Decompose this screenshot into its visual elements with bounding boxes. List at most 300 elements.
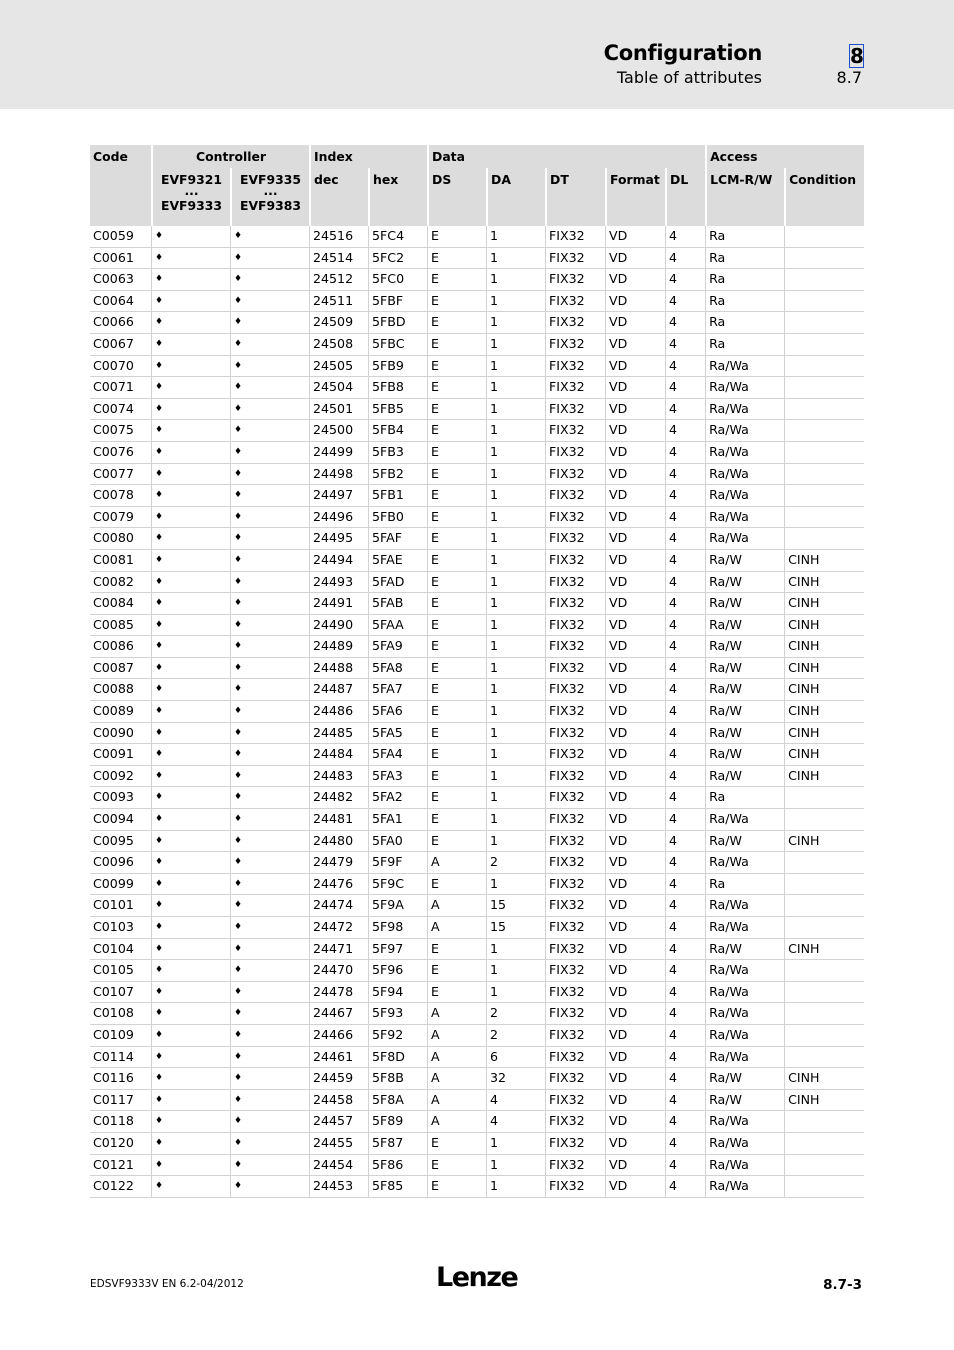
cell-condition: CINH [784, 572, 864, 594]
cell-controller-a: ♦ [151, 852, 230, 874]
cell-ds: A [427, 1003, 486, 1025]
cell-dl: 4 [665, 377, 705, 399]
cell-dt: FIX32 [545, 291, 605, 313]
cell-dl: 4 [665, 1111, 705, 1133]
cell-ds: E [427, 572, 486, 594]
cell-code: C0085 [90, 615, 151, 637]
cell-access: Ra/Wa [705, 809, 784, 831]
cell-code: C0070 [90, 356, 151, 378]
cell-hex: 5F9C [368, 874, 427, 896]
cell-dec: 24498 [309, 464, 368, 486]
cell-access: Ra/Wa [705, 464, 784, 486]
cell-da: 1 [486, 312, 545, 334]
cell-hex: 5FBD [368, 312, 427, 334]
table-sub-header-row [90, 168, 864, 226]
cell-format: VD [605, 550, 665, 572]
cell-dec: 24470 [309, 960, 368, 982]
cell-controller-b: ♦ [230, 895, 309, 917]
cell-da: 1 [486, 248, 545, 270]
cell-dt: FIX32 [545, 377, 605, 399]
cell-ds: E [427, 420, 486, 442]
table-row [90, 744, 864, 766]
cell-dl: 4 [665, 1133, 705, 1155]
cell-code: C0107 [90, 982, 151, 1004]
cell-dl: 4 [665, 658, 705, 680]
cell-dl: 4 [665, 1047, 705, 1069]
cell-controller-a: ♦ [151, 1068, 230, 1090]
cell-dl: 4 [665, 399, 705, 421]
cell-controller-b: ♦ [230, 658, 309, 680]
cell-ds: E [427, 787, 486, 809]
cell-controller-b: ♦ [230, 744, 309, 766]
cell-condition [784, 809, 864, 831]
cell-hex: 5FC2 [368, 248, 427, 270]
cell-controller-a: ♦ [151, 377, 230, 399]
cell-ds: E [427, 550, 486, 572]
cell-controller-b: ♦ [230, 809, 309, 831]
cell-access: Ra/W [705, 701, 784, 723]
cell-dt: FIX32 [545, 1133, 605, 1155]
cell-condition: CINH [784, 593, 864, 615]
cell-controller-b: ♦ [230, 1090, 309, 1112]
cell-dec: 24516 [309, 226, 368, 248]
cell-condition [784, 1133, 864, 1155]
cell-dt: FIX32 [545, 1047, 605, 1069]
cell-hex: 5FA7 [368, 679, 427, 701]
cell-condition: CINH [784, 615, 864, 637]
cell-hex: 5FA6 [368, 701, 427, 723]
cell-dt: FIX32 [545, 895, 605, 917]
cell-da: 1 [486, 679, 545, 701]
cell-dl: 4 [665, 507, 705, 529]
cell-dt: FIX32 [545, 1068, 605, 1090]
col-format-header: Format [605, 168, 665, 226]
cell-dl: 4 [665, 960, 705, 982]
cell-dt: FIX32 [545, 226, 605, 248]
cell-format: VD [605, 852, 665, 874]
cell-dl: 4 [665, 679, 705, 701]
cell-access: Ra/Wa [705, 1155, 784, 1177]
cell-hex: 5F9A [368, 895, 427, 917]
cell-access: Ra/W [705, 615, 784, 637]
cell-controller-a: ♦ [151, 1003, 230, 1025]
cell-condition: CINH [784, 701, 864, 723]
cell-controller-a: ♦ [151, 291, 230, 313]
cell-hex: 5FA8 [368, 658, 427, 680]
cell-dec: 24491 [309, 593, 368, 615]
cell-dl: 4 [665, 809, 705, 831]
cell-hex: 5FB8 [368, 377, 427, 399]
cell-condition [784, 1047, 864, 1069]
cell-ds: E [427, 744, 486, 766]
cell-condition: CINH [784, 939, 864, 961]
cell-dl: 4 [665, 917, 705, 939]
cell-dl: 4 [665, 701, 705, 723]
cell-da: 1 [486, 291, 545, 313]
cell-da: 1 [486, 787, 545, 809]
table-row [90, 831, 864, 853]
cell-dec: 24479 [309, 852, 368, 874]
cell-dt: FIX32 [545, 917, 605, 939]
cell-access: Ra/Wa [705, 420, 784, 442]
cell-code: C0099 [90, 874, 151, 896]
table-row [90, 917, 864, 939]
cell-dl: 4 [665, 312, 705, 334]
cell-controller-b: ♦ [230, 572, 309, 594]
cell-controller-a: ♦ [151, 507, 230, 529]
cell-da: 1 [486, 809, 545, 831]
cell-da: 1 [486, 701, 545, 723]
table-row [90, 939, 864, 961]
table-row [90, 874, 864, 896]
controller-a-bottom: EVF9333 [160, 198, 222, 213]
cell-code: C0117 [90, 1090, 151, 1112]
cell-controller-a: ♦ [151, 658, 230, 680]
cell-code: C0063 [90, 269, 151, 291]
cell-controller-b: ♦ [230, 269, 309, 291]
cell-code: C0091 [90, 744, 151, 766]
cell-ds: E [427, 658, 486, 680]
cell-dt: FIX32 [545, 939, 605, 961]
cell-da: 4 [486, 1090, 545, 1112]
cell-ds: E [427, 226, 486, 248]
cell-format: VD [605, 1133, 665, 1155]
cell-ds: E [427, 248, 486, 270]
cell-format: VD [605, 1155, 665, 1177]
cell-dec: 24501 [309, 399, 368, 421]
cell-hex: 5F96 [368, 960, 427, 982]
cell-hex: 5FA5 [368, 723, 427, 745]
cell-format: VD [605, 766, 665, 788]
cell-hex: 5FA9 [368, 636, 427, 658]
cell-controller-b: ♦ [230, 1133, 309, 1155]
cell-format: VD [605, 917, 665, 939]
cell-format: VD [605, 572, 665, 594]
cell-dl: 4 [665, 744, 705, 766]
cell-access: Ra [705, 334, 784, 356]
cell-code: C0089 [90, 701, 151, 723]
cell-dt: FIX32 [545, 636, 605, 658]
cell-dec: 24497 [309, 485, 368, 507]
cell-dt: FIX32 [545, 766, 605, 788]
cell-code: C0071 [90, 377, 151, 399]
cell-access: Ra/Wa [705, 1003, 784, 1025]
cell-controller-a: ♦ [151, 399, 230, 421]
cell-da: 1 [486, 226, 545, 248]
cell-dec: 24476 [309, 874, 368, 896]
cell-hex: 5F92 [368, 1025, 427, 1047]
cell-hex: 5FAE [368, 550, 427, 572]
cell-dl: 4 [665, 787, 705, 809]
cell-dl: 4 [665, 1176, 705, 1198]
section-subtitle: Table of attributes [616, 68, 762, 87]
cell-controller-a: ♦ [151, 874, 230, 896]
cell-ds: E [427, 593, 486, 615]
cell-controller-a: ♦ [151, 787, 230, 809]
cell-dl: 4 [665, 615, 705, 637]
cell-dl: 4 [665, 1068, 705, 1090]
table-row [90, 442, 864, 464]
cell-code: C0064 [90, 291, 151, 313]
cell-access: Ra/Wa [705, 960, 784, 982]
cell-format: VD [605, 1111, 665, 1133]
cell-ds: E [427, 485, 486, 507]
col-lcm-header: LCM-R/W [705, 168, 784, 226]
cell-dl: 4 [665, 982, 705, 1004]
cell-dl: 4 [665, 593, 705, 615]
cell-ds: E [427, 679, 486, 701]
cell-controller-a: ♦ [151, 464, 230, 486]
cell-dt: FIX32 [545, 744, 605, 766]
cell-access: Ra [705, 269, 784, 291]
table-row [90, 723, 864, 745]
cell-ds: E [427, 269, 486, 291]
cell-dl: 4 [665, 334, 705, 356]
cell-ds: E [427, 701, 486, 723]
cell-dl: 4 [665, 442, 705, 464]
cell-dec: 24500 [309, 420, 368, 442]
cell-da: 1 [486, 334, 545, 356]
cell-dl: 4 [665, 550, 705, 572]
cell-access: Ra/Wa [705, 895, 784, 917]
cell-condition: CINH [784, 1068, 864, 1090]
cell-format: VD [605, 269, 665, 291]
cell-ds: E [427, 939, 486, 961]
cell-da: 1 [486, 982, 545, 1004]
cell-ds: E [427, 291, 486, 313]
cell-da: 2 [486, 1003, 545, 1025]
cell-hex: 5FB4 [368, 420, 427, 442]
cell-dl: 4 [665, 831, 705, 853]
cell-code: C0074 [90, 399, 151, 421]
cell-dec: 24493 [309, 572, 368, 594]
cell-hex: 5FBC [368, 334, 427, 356]
cell-hex: 5FAD [368, 572, 427, 594]
cell-dt: FIX32 [545, 679, 605, 701]
cell-access: Ra [705, 226, 784, 248]
table-row [90, 960, 864, 982]
cell-dt: FIX32 [545, 248, 605, 270]
cell-dl: 4 [665, 572, 705, 594]
cell-access: Ra [705, 248, 784, 270]
cell-da: 1 [486, 572, 545, 594]
cell-dt: FIX32 [545, 399, 605, 421]
cell-controller-b: ♦ [230, 852, 309, 874]
cell-access: Ra/W [705, 831, 784, 853]
cell-hex: 5FAB [368, 593, 427, 615]
table-row [90, 1111, 864, 1133]
cell-controller-a: ♦ [151, 1025, 230, 1047]
cell-code: C0059 [90, 226, 151, 248]
cell-dt: FIX32 [545, 831, 605, 853]
table-row [90, 507, 864, 529]
cell-hex: 5F8B [368, 1068, 427, 1090]
cell-controller-b: ♦ [230, 528, 309, 550]
cell-code: C0066 [90, 312, 151, 334]
footer-page-number: 8.7-3 [823, 1277, 862, 1293]
cell-dec: 24490 [309, 615, 368, 637]
table-row [90, 982, 864, 1004]
cell-controller-b: ♦ [230, 960, 309, 982]
cell-dt: FIX32 [545, 982, 605, 1004]
cell-code: C0087 [90, 658, 151, 680]
cell-condition [784, 787, 864, 809]
cell-access: Ra/Wa [705, 399, 784, 421]
cell-controller-a: ♦ [151, 723, 230, 745]
cell-access: Ra/Wa [705, 485, 784, 507]
cell-dt: FIX32 [545, 1003, 605, 1025]
cell-dl: 4 [665, 248, 705, 270]
table-row [90, 615, 864, 637]
cell-da: 1 [486, 593, 545, 615]
cell-hex: 5FB0 [368, 507, 427, 529]
cell-format: VD [605, 1003, 665, 1025]
cell-hex: 5FA3 [368, 766, 427, 788]
cell-controller-a: ♦ [151, 572, 230, 594]
cell-ds: E [427, 507, 486, 529]
controller-b-top: EVF9335 [240, 172, 302, 187]
cell-da: 1 [486, 939, 545, 961]
col-ds-header: DS [427, 168, 486, 226]
cell-controller-a: ♦ [151, 917, 230, 939]
table-row [90, 701, 864, 723]
cell-dl: 4 [665, 766, 705, 788]
cell-condition [784, 874, 864, 896]
cell-format: VD [605, 334, 665, 356]
cell-dt: FIX32 [545, 485, 605, 507]
cell-controller-a: ♦ [151, 334, 230, 356]
cell-dec: 24495 [309, 528, 368, 550]
cell-access: Ra [705, 787, 784, 809]
cell-format: VD [605, 312, 665, 334]
table-row [90, 1003, 864, 1025]
cell-dt: FIX32 [545, 464, 605, 486]
cell-condition [784, 960, 864, 982]
cell-dec: 24459 [309, 1068, 368, 1090]
cell-dl: 4 [665, 528, 705, 550]
cell-format: VD [605, 356, 665, 378]
cell-ds: E [427, 1133, 486, 1155]
cell-controller-a: ♦ [151, 528, 230, 550]
cell-access: Ra/Wa [705, 1176, 784, 1198]
cell-ds: A [427, 1090, 486, 1112]
col-code-header: Code [90, 145, 151, 168]
cell-format: VD [605, 1176, 665, 1198]
cell-da: 2 [486, 1025, 545, 1047]
cell-ds: E [427, 766, 486, 788]
cell-format: VD [605, 248, 665, 270]
cell-format: VD [605, 464, 665, 486]
cell-controller-a: ♦ [151, 269, 230, 291]
cell-da: 6 [486, 1047, 545, 1069]
cell-dec: 24504 [309, 377, 368, 399]
table-row [90, 420, 864, 442]
col-index-header: Index [309, 145, 427, 168]
cell-condition [784, 528, 864, 550]
cell-dec: 24494 [309, 550, 368, 572]
cell-condition [784, 442, 864, 464]
cell-controller-a: ♦ [151, 939, 230, 961]
cell-format: VD [605, 1068, 665, 1090]
col-condition-header: Condition [784, 168, 864, 226]
cell-ds: E [427, 1176, 486, 1198]
cell-da: 1 [486, 464, 545, 486]
cell-da: 1 [486, 269, 545, 291]
table-row [90, 356, 864, 378]
cell-code: C0088 [90, 679, 151, 701]
cell-code: C0093 [90, 787, 151, 809]
cell-condition [784, 248, 864, 270]
cell-hex: 5F94 [368, 982, 427, 1004]
cell-dt: FIX32 [545, 852, 605, 874]
cell-controller-b: ♦ [230, 334, 309, 356]
cell-hex: 5FA2 [368, 787, 427, 809]
cell-ds: E [427, 831, 486, 853]
cell-dec: 24471 [309, 939, 368, 961]
table-row [90, 312, 864, 334]
cell-controller-b: ♦ [230, 248, 309, 270]
col-dl-header: DL [665, 168, 705, 226]
cell-code: C0079 [90, 507, 151, 529]
cell-format: VD [605, 377, 665, 399]
cell-hex: 5FA4 [368, 744, 427, 766]
cell-condition: CINH [784, 658, 864, 680]
cell-controller-a: ♦ [151, 420, 230, 442]
cell-condition [784, 399, 864, 421]
col-data-header: Data [427, 145, 705, 168]
cell-condition: CINH [784, 766, 864, 788]
cell-hex: 5F85 [368, 1176, 427, 1198]
cell-da: 1 [486, 1176, 545, 1198]
cell-controller-b: ♦ [230, 291, 309, 313]
cell-code: C0096 [90, 852, 151, 874]
cell-dt: FIX32 [545, 507, 605, 529]
cell-dl: 4 [665, 636, 705, 658]
cell-code: C0120 [90, 1133, 151, 1155]
cell-access: Ra/W [705, 636, 784, 658]
cell-format: VD [605, 507, 665, 529]
cell-dt: FIX32 [545, 572, 605, 594]
attribute-table [90, 145, 864, 1198]
cell-da: 1 [486, 377, 545, 399]
table-row [90, 528, 864, 550]
cell-da: 1 [486, 399, 545, 421]
cell-ds: E [427, 334, 486, 356]
col-hex-header: hex [368, 168, 427, 226]
cell-dec: 24453 [309, 1176, 368, 1198]
cell-code: C0121 [90, 1155, 151, 1177]
cell-controller-b: ♦ [230, 226, 309, 248]
cell-access: Ra/W [705, 572, 784, 594]
cell-format: VD [605, 809, 665, 831]
cell-dt: FIX32 [545, 787, 605, 809]
cell-ds: E [427, 874, 486, 896]
cell-ds: E [427, 528, 486, 550]
cell-controller-b: ♦ [230, 1068, 309, 1090]
col-code-subheader [90, 168, 151, 226]
table-row [90, 1133, 864, 1155]
table-row [90, 377, 864, 399]
cell-controller-b: ♦ [230, 593, 309, 615]
cell-dec: 24458 [309, 1090, 368, 1112]
cell-condition [784, 377, 864, 399]
cell-controller-a: ♦ [151, 831, 230, 853]
cell-controller-a: ♦ [151, 809, 230, 831]
cell-hex: 5FA1 [368, 809, 427, 831]
cell-dl: 4 [665, 464, 705, 486]
cell-format: VD [605, 226, 665, 248]
cell-access: Ra/W [705, 744, 784, 766]
